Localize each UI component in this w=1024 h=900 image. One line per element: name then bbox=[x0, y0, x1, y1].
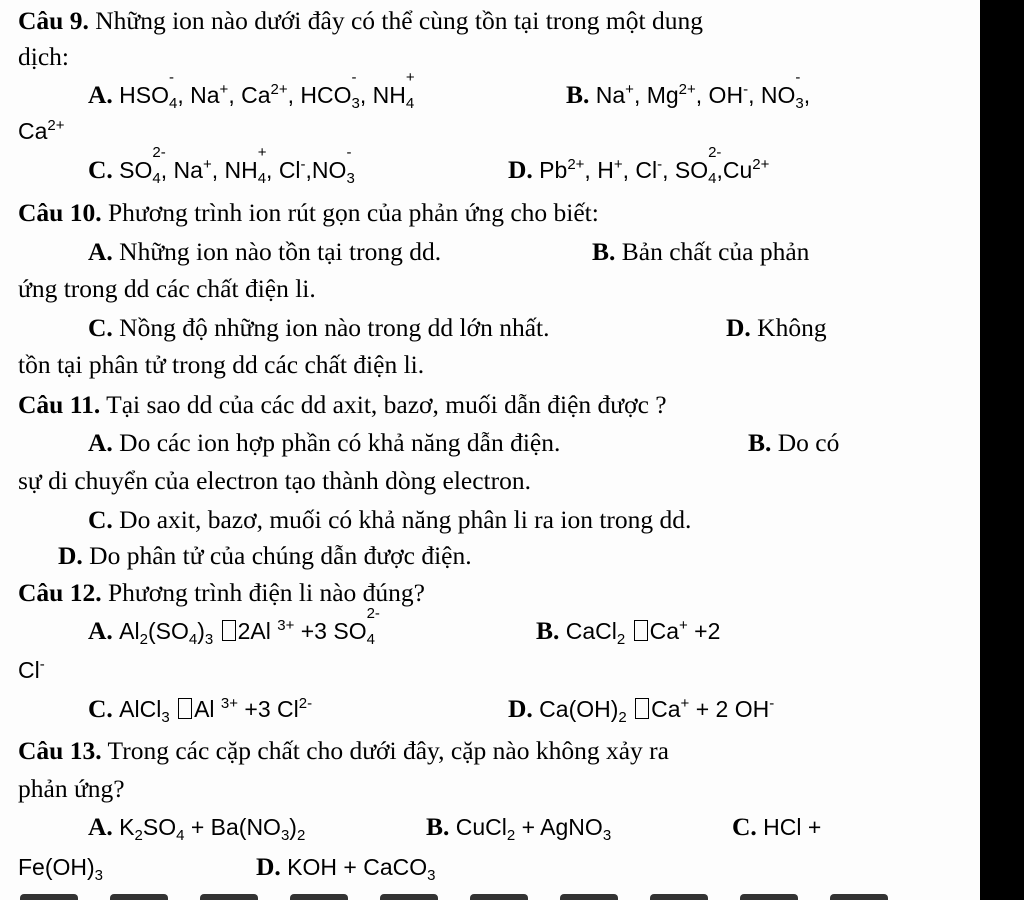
q12-c-equation: AlCl$_3$ Al $^{3+}$ +3 $Cl^{2-}$ bbox=[119, 695, 313, 726]
q11-title: Câu 11. bbox=[18, 390, 101, 419]
q12-option-d: D. $Ca(OH)_2$ Ca+ + 2 OH- bbox=[508, 694, 775, 726]
q13-option-d: D. KOH + CaCO$_3$ bbox=[256, 852, 436, 884]
q9-d-ions: $Pb^{2+}$, H+, Cl-, SO 2- $4,Cu^{2+}$ bbox=[539, 144, 770, 187]
q9-option-b: B. Na+, $Mg^{2+}$, OH-, NO - 3, bbox=[566, 69, 811, 112]
right-black-edge bbox=[980, 0, 1024, 900]
q9-title: Câu 9. bbox=[18, 6, 89, 35]
q9-stem-line2: dịch: bbox=[18, 42, 69, 71]
q9-stem-line1: Câu 9. Những ion nào dưới đây có thể cùng tồn tại trong một dung bbox=[18, 6, 703, 35]
q11-option-a: A. Do các ion hợp phần có khả năng dẫn điện. bbox=[88, 428, 561, 457]
q10-stem: Câu 10. Phương trình ion rút gọn của phản ứng cho biết: bbox=[18, 198, 599, 227]
q12-a-equation: $Al_2(SO_4)_3$ 2Al $^{3+}$ +3 SO 2- 4 bbox=[119, 605, 380, 648]
q11-option-b: B. Do có bbox=[748, 428, 840, 457]
q10-option-d: D. Không bbox=[726, 313, 827, 342]
q13-option-a: A. $K_2SO_4 + Ba(NO_3)_2$ bbox=[88, 812, 306, 844]
q9-a-ions: HSO - 4, Na+, $Ca^{2+}$, HCO - 3, NH + 4 bbox=[119, 69, 415, 112]
q9-option-d: D. $Pb^{2+}$, H+, Cl-, SO 2- $4,Cu^{2+}$ bbox=[508, 144, 770, 187]
missing-glyph-box bbox=[222, 620, 236, 641]
q11-option-b-cont: sự di chuyển của electron tạo thành dòng electron. bbox=[18, 466, 532, 495]
q12-b-equation: CaCl$_2$ Ca+ +2 bbox=[565, 617, 721, 648]
q12-stem: Câu 12. Phương trình điện li nào đúng? bbox=[18, 578, 425, 607]
q12-option-a: A. $Al_2(SO_4)_3$ 2Al $^{3+}$ +3 SO 2- 4 bbox=[88, 605, 380, 648]
q13-b-pair: CuCl$_2$ + AgNO$_3$ bbox=[455, 814, 612, 844]
missing-glyph-box bbox=[634, 620, 648, 641]
q9-b-ions: Na+, $Mg^{2+}$, OH-, NO - 3, bbox=[595, 69, 811, 112]
q13-option-c: C. HCl + bbox=[732, 812, 822, 841]
q13-a-pair: $K_2SO_4 + Ba(NO_3)_2$ bbox=[119, 814, 306, 844]
q12-title: Câu 12. bbox=[18, 578, 102, 607]
q10-option-a: A. Những ion nào tồn tại trong dd. bbox=[88, 237, 442, 266]
q12-option-b-cont: Cl- bbox=[18, 656, 45, 683]
q13-option-c-cont: $Fe(OH)_3$ bbox=[18, 854, 104, 884]
missing-glyph-box bbox=[178, 698, 192, 719]
missing-glyph-box bbox=[635, 698, 649, 719]
q13-c-pair: HCl + bbox=[763, 814, 822, 840]
q13-stem-line1: Câu 13. Trong các cặp chất cho dưới đây, cặp nào không xảy ra bbox=[18, 736, 669, 765]
q10-option-b-cont: ứng trong dd các chất điện li. bbox=[18, 274, 316, 303]
q10-option-c: C. Nồng độ những ion nào trong dd lớn nhất. bbox=[88, 313, 550, 342]
q12-option-c: C. AlCl$_3$ Al $^{3+}$ +3 $Cl^{2-}$ bbox=[88, 694, 313, 726]
q13-title: Câu 13. bbox=[18, 736, 102, 765]
q9-c-ions: SO 2- 4, Na+, NH + 4, Cl-,NO - 3 bbox=[119, 144, 355, 187]
q13-option-b: B. CuCl$_2$ + AgNO$_3$ bbox=[426, 812, 612, 844]
q11-option-d: D. Do phân tử của chúng dẫn được điện. bbox=[58, 541, 472, 570]
q10-title: Câu 10. bbox=[18, 198, 102, 227]
q13-d-pair: KOH + CaCO$_3$ bbox=[287, 854, 436, 884]
cut-off-next-line bbox=[0, 888, 980, 900]
q10-option-b: B. Bản chất của phản bbox=[592, 237, 810, 266]
q9-option-a: A. HSO - 4, Na+, $Ca^{2+}$, HCO - 3, NH + 4 bbox=[88, 69, 415, 112]
q12-option-b: B. CaCl$_2$ Ca+ +2 bbox=[536, 616, 721, 648]
q11-option-c: C. Do axit, bazơ, muối có khả năng phân li ra ion trong dd. bbox=[88, 505, 692, 534]
q10-option-d-cont: tồn tại phân tử trong dd các chất điện li. bbox=[18, 350, 425, 379]
q9-option-b-cont: $Ca^{2+}$ bbox=[18, 117, 65, 144]
q12-d-equation: $Ca(OH)_2$ Ca+ + 2 OH- bbox=[539, 695, 775, 726]
q13-stem-line2: phản ứng? bbox=[18, 774, 125, 803]
q9-option-c: C. SO 2- 4, Na+, NH + 4, Cl-,NO - 3 bbox=[88, 144, 355, 187]
q11-stem: Câu 11. Tại sao dd của các dd axit, bazơ, muối dẫn điện được ? bbox=[18, 390, 667, 419]
